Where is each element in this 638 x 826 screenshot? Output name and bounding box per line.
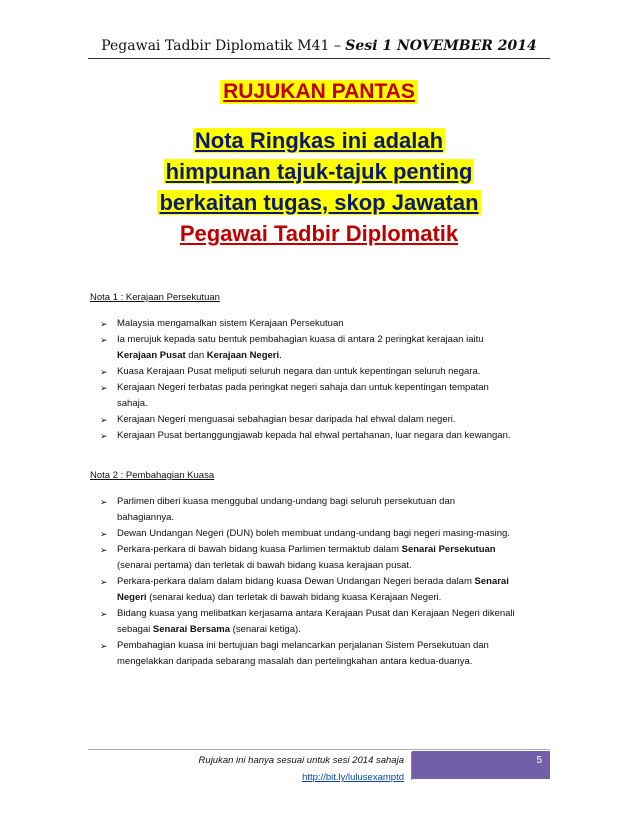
page-number: 5 [536, 755, 542, 766]
page-header [88, 36, 550, 56]
list-item: ➢ Kerajaan Negeri menguasai sebahagian besar daripada hal ehwal dalam negeri. [90, 412, 550, 428]
list-item: ➢ Bidang kuasa yang melibatkan kerjasama antara Kerajaan Pusat dan Kerajaan Negeri dikenali sebagai Senarai Bersama (senarai ketiga). [100, 608, 515, 635]
list-item: ➢ Kuasa Kerajaan Pusat meliputi seluruh negara dan untuk kepentingan seluruh negara. [90, 364, 550, 380]
header-date: Sesi 1 NOVEMBER 2014 [345, 38, 537, 54]
nota-1-list [90, 316, 550, 444]
arrow-bullet-icon: ➢ [100, 609, 108, 619]
footer-note [150, 752, 404, 786]
footer-link[interactable]: http://bit.ly/lulusexamptd [302, 772, 404, 783]
intro-line-3: berkaitan tugas, skop Jawatan [159, 190, 479, 215]
intro-line-2: himpunan tajuk-tajuk penting [165, 159, 473, 184]
list-item: ➢ Ia merujuk kepada satu bentuk pembahagian kuasa di antara 2 peringkat kerajaan iaitu Kerajaan Pusat dan Kerajaan Negeri. [100, 334, 484, 361]
intro-line-4: Pegawai Tadbir Diplomatik [179, 221, 459, 246]
arrow-bullet-icon: ➢ [100, 497, 108, 507]
nota-1-heading: Nota 1 : Kerajaan Persekutuan [90, 292, 220, 303]
list-item: ➢ Dewan Undangan Negeri (DUN) boleh membuat undang-undang bagi negeri masing-masing. [90, 526, 550, 542]
list-item: ➢ Malaysia mengamalkan sistem Kerajaan Persekutuan [90, 316, 550, 332]
nota-2-heading: Nota 2 : Pembahagian Kuasa [90, 470, 215, 481]
nota-2-section [90, 468, 550, 670]
arrow-bullet-icon: ➢ [100, 641, 108, 651]
arrow-bullet-icon: ➢ [100, 545, 108, 555]
nota-2-list [90, 494, 550, 670]
page-number-box [412, 751, 550, 779]
arrow-bullet-icon: ➢ [100, 367, 108, 377]
list-item: ➢ Kerajaan Pusat bertanggungjawab kepada hal ehwal pertahanan, luar negara dan kewangan. [90, 428, 550, 444]
footer-divider [88, 749, 550, 750]
page-title: RUJUKAN PANTAS [220, 80, 418, 104]
header-title: Pegawai Tadbir Diplomatik M41 – [101, 38, 346, 54]
list-item: ➢ Kerajaan Negeri terbatas pada peringkat negeri sahaja dan untuk kepentingan tempatan sahaja. [100, 382, 489, 409]
list-item: ➢ Perkara-perkara dalam dalam bidang kuasa Dewan Undangan Negeri berada dalam Senarai Negeri (senarai kedua) dan terletak di bawah bidang kuasa Kerajaan Negeri. [100, 576, 509, 603]
arrow-bullet-icon: ➢ [100, 383, 108, 393]
footer-disclaimer: Rujukan ini hanya sesuai untuk sesi 2014 sahaja [198, 755, 404, 766]
header-divider [88, 58, 550, 59]
list-item: ➢ Perkara-perkara di bawah bidang kuasa Parlimen termaktub dalam Senarai Persekutuan (senarai pertama) dan terletak di bawah bidang kuasa kerajaan pusat. [100, 544, 496, 571]
arrow-bullet-icon: ➢ [100, 431, 108, 441]
list-item: ➢ Parlimen diberi kuasa menggubal undang-undang bagi seluruh persekutuan dan bahagiannya. [100, 496, 456, 523]
intro-block [108, 125, 530, 249]
arrow-bullet-icon: ➢ [100, 415, 108, 425]
nota-1-section [90, 290, 550, 444]
intro-line-1: Nota Ringkas ini adalah [194, 128, 444, 153]
arrow-bullet-icon: ➢ [100, 319, 108, 329]
arrow-bullet-icon: ➢ [100, 529, 108, 539]
arrow-bullet-icon: ➢ [100, 577, 108, 587]
title-block [88, 80, 550, 104]
list-item: ➢ Pembahagian kuasa ini bertujuan bagi melancarkan perjalanan Sistem Persekutuan dan mengelakkan daripada sebarang masalah dan pertelingkahan antara kedua-duanya. [100, 640, 489, 667]
arrow-bullet-icon: ➢ [100, 335, 108, 345]
